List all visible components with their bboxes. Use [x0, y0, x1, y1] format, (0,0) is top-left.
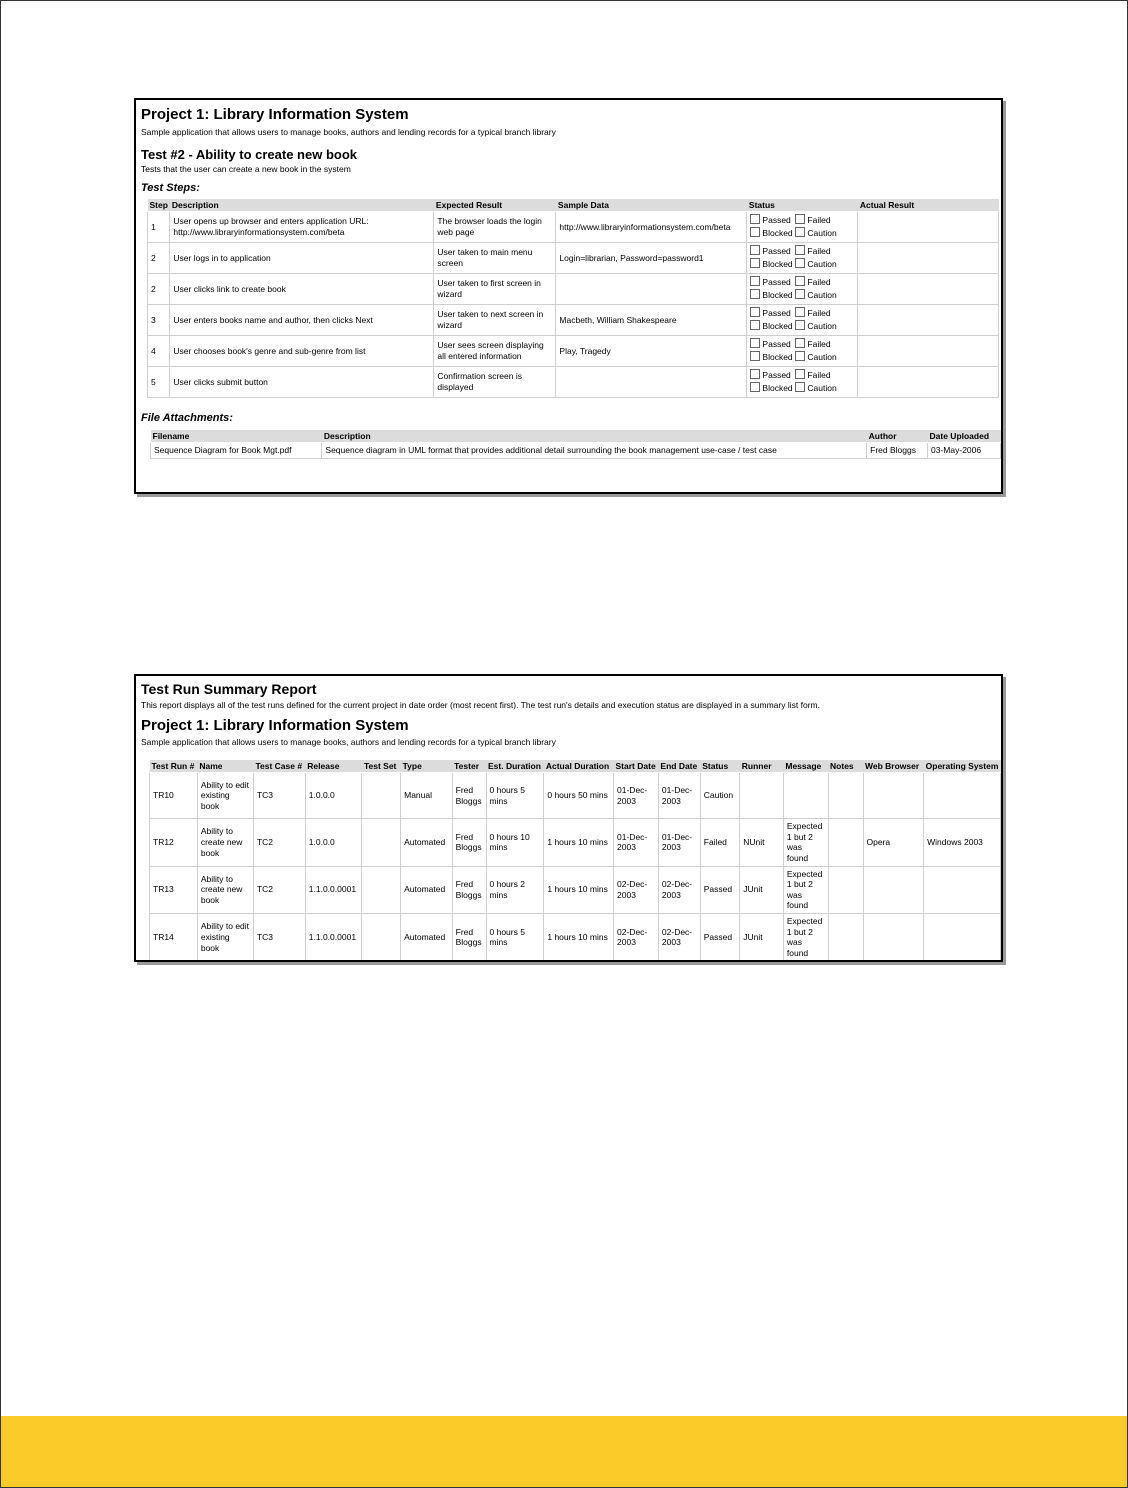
table-row [150, 914, 1001, 962]
run-est-cell: 0 hours 5 mins [486, 773, 544, 819]
status-option[interactable] [795, 351, 840, 364]
run-runner-cell [740, 773, 784, 819]
run-set-cell [362, 914, 401, 962]
sample-data-cell: Macbeth, William Shakespeare [556, 305, 747, 336]
column-header: Runner [740, 760, 784, 773]
actual-result-cell [858, 367, 999, 398]
actual-result-cell [858, 305, 999, 336]
run-type-cell: Manual [401, 773, 453, 819]
status-checkbox-group [747, 336, 858, 367]
table-row [150, 773, 1001, 819]
status-checkbox[interactable] [750, 245, 760, 255]
status-option-label: Blocked [762, 228, 793, 238]
run-end-cell: 01-Dec-2003 [658, 773, 700, 819]
status-checkbox-group [747, 367, 858, 398]
run-tester-cell: Fred Bloggs [452, 773, 486, 819]
expected-result-cell: User sees screen displaying all entered information [434, 336, 556, 367]
status-checkbox[interactable] [795, 351, 805, 361]
column-header: Type [401, 760, 453, 773]
status-option[interactable] [750, 307, 795, 320]
status-option-label: Caution [807, 259, 837, 269]
report-title: Test Run Summary Report [141, 681, 317, 697]
column-header: Est. Duration [486, 760, 544, 773]
status-checkbox[interactable] [750, 320, 760, 330]
run-run-cell: TR10 [150, 773, 198, 819]
status-checkbox[interactable] [795, 369, 805, 379]
test-steps-heading: Test Steps: [141, 182, 200, 194]
run-release-cell: 1.0.0.0 [305, 773, 362, 819]
run-name-cell: Ability to create new book [197, 866, 253, 914]
status-checkbox[interactable] [750, 214, 760, 224]
run-case-cell: TC3 [253, 914, 305, 962]
column-header: Tester [452, 760, 486, 773]
run-message-cell: Expected 1 but 2 was found [783, 866, 828, 914]
sample-data-cell: Play, Tragedy [556, 336, 747, 367]
run-notes-cell [828, 773, 863, 819]
run-end-cell: 01-Dec-2003 [658, 819, 700, 867]
run-est-cell: 0 hours 2 mins [486, 866, 544, 914]
status-checkbox[interactable] [795, 245, 805, 255]
run-start-cell: 01-Dec-2003 [614, 819, 659, 867]
table-row [148, 305, 999, 336]
file-attachments-heading: File Attachments: [141, 412, 233, 424]
status-checkbox[interactable] [750, 338, 760, 348]
expected-result-cell: User taken to main menu screen [434, 243, 556, 274]
status-option-label: Blocked [762, 383, 793, 393]
run-start-cell: 02-Dec-2003 [614, 866, 659, 914]
status-checkbox-group [747, 305, 858, 336]
step-description-cell: User enters books name and author, then clicks Next [170, 305, 434, 336]
run-message-cell: Expected 1 but 2 was found [783, 914, 828, 962]
run-notes-cell [828, 914, 863, 962]
status-checkbox[interactable] [750, 351, 760, 361]
table-row [151, 443, 1001, 459]
step-number-cell: 2 [148, 243, 170, 274]
table-row [148, 212, 999, 243]
run-release-cell: 1.0.0.0 [305, 819, 362, 867]
status-option[interactable] [750, 338, 795, 351]
column-header: Release [305, 760, 362, 773]
run-os-cell [924, 914, 1001, 962]
step-description-cell: User logs in to application [170, 243, 434, 274]
run-case-cell: TC2 [253, 866, 305, 914]
status-option[interactable] [795, 245, 840, 258]
run-name-cell: Ability to create new book [197, 819, 253, 867]
run-start-cell: 01-Dec-2003 [614, 773, 659, 819]
status-checkbox[interactable] [795, 258, 805, 268]
column-header: Actual Duration [544, 760, 614, 773]
table-row [148, 336, 999, 367]
column-header: Operating System [924, 760, 1001, 773]
run-name-cell: Ability to edit existing book [197, 773, 253, 819]
run-release-cell: 1.1.0.0.0001 [305, 914, 362, 962]
run-est-cell: 0 hours 5 mins [486, 914, 544, 962]
step-description-cell: User clicks link to create book [170, 274, 434, 305]
run-run-cell: TR13 [150, 866, 198, 914]
status-checkbox-group [747, 243, 858, 274]
run-est-cell: 0 hours 10 mins [486, 819, 544, 867]
run-start-cell: 02-Dec-2003 [614, 914, 659, 962]
column-header: Description [322, 430, 867, 443]
table-row [148, 367, 999, 398]
table-row [148, 274, 999, 305]
column-header: Step [149, 200, 168, 210]
run-actual-cell: 1 hours 10 mins [544, 914, 614, 962]
status-option[interactable] [795, 338, 840, 351]
column-header: Start Date [614, 760, 659, 773]
status-checkbox[interactable] [795, 276, 805, 286]
status-checkbox[interactable] [795, 382, 805, 392]
table-row [150, 819, 1001, 867]
status-checkbox[interactable] [750, 289, 760, 299]
run-message-cell: Expected 1 but 2 was found [783, 819, 828, 867]
column-header: Notes [828, 760, 863, 773]
status-checkbox[interactable] [750, 382, 760, 392]
status-option-label: Blocked [762, 259, 793, 269]
test-runs-table [149, 760, 1001, 962]
expected-result-cell: Confirmation screen is displayed [434, 367, 556, 398]
status-option-label: Caution [807, 321, 837, 331]
attachment-filename-cell: Sequence Diagram for Book Mgt.pdf [151, 443, 322, 459]
run-release-cell: 1.1.0.0.0001 [305, 866, 362, 914]
column-header: Description [170, 199, 434, 212]
status-option[interactable] [750, 227, 795, 240]
status-option-label: Passed [762, 277, 791, 288]
status-option[interactable] [750, 382, 795, 395]
test-title: Test #2 - Ability to create new book [141, 147, 357, 162]
run-message-cell [783, 773, 828, 819]
status-option-label: Caution [807, 290, 837, 300]
status-option[interactable] [795, 307, 840, 320]
run-os-cell [924, 773, 1001, 819]
column-header: Author [867, 430, 928, 443]
status-option-label: Blocked [762, 290, 793, 300]
run-browser-cell: Opera [863, 819, 924, 867]
column-header: Sample Data [556, 199, 747, 212]
run-tester-cell: Fred Bloggs [452, 866, 486, 914]
run-type-cell: Automated [401, 866, 453, 914]
run-os-cell: Windows 2003 [924, 819, 1001, 867]
status-checkbox[interactable] [795, 214, 805, 224]
step-number-cell: 4 [148, 336, 170, 367]
expected-result-cell: User taken to first screen in wizard [434, 274, 556, 305]
column-header: Message [783, 760, 828, 773]
run-tester-cell: Fred Bloggs [452, 819, 486, 867]
column-header: Date Uploaded [928, 430, 1001, 443]
table-row [148, 243, 999, 274]
actual-result-cell [858, 243, 999, 274]
status-option[interactable] [795, 382, 840, 395]
sample-data-cell [556, 367, 747, 398]
run-notes-cell [828, 819, 863, 867]
status-option-label: Caution [807, 383, 837, 393]
project-description: Sample application that allows users to manage books, authors and lending records for a typical branch library [141, 737, 556, 747]
status-option-label: Passed [762, 215, 791, 226]
run-status-cell: Passed [700, 866, 740, 914]
project-title: Project 1: Library Information System [141, 106, 409, 123]
run-name-cell: Ability to edit existing book [197, 914, 253, 962]
table-row [150, 866, 1001, 914]
run-runner-cell: JUnit [740, 914, 784, 962]
sample-data-cell [556, 274, 747, 305]
status-checkbox[interactable] [750, 258, 760, 268]
step-number-cell: 3 [148, 305, 170, 336]
run-type-cell: Automated [401, 914, 453, 962]
status-option-label: Failed [807, 277, 831, 288]
run-run-cell: TR12 [150, 819, 198, 867]
step-number-cell: 2 [148, 274, 170, 305]
status-option[interactable] [795, 369, 840, 382]
column-header: Test Set [362, 760, 401, 773]
run-notes-cell [828, 866, 863, 914]
test-description: Tests that the user can create a new book in the system [141, 164, 351, 174]
status-option-label: Passed [762, 339, 791, 350]
status-option[interactable] [795, 276, 840, 289]
run-status-cell: Caution [700, 773, 740, 819]
run-case-cell: TC2 [253, 819, 305, 867]
run-set-cell [362, 773, 401, 819]
test-case-screenshot [134, 98, 1003, 494]
status-option[interactable] [750, 351, 795, 364]
status-option[interactable] [795, 258, 840, 271]
sample-data-cell: Login=librarian, Password=password1 [556, 243, 747, 274]
test-run-report-screenshot [134, 674, 1003, 962]
run-set-cell [362, 866, 401, 914]
column-header: End Date [658, 760, 700, 773]
step-description-cell: User opens up browser and enters application URL: http://www.libraryinformationsystem.com/beta [170, 212, 434, 243]
status-option-label: Failed [807, 215, 831, 226]
run-status-cell: Failed [700, 819, 740, 867]
status-option[interactable] [750, 369, 795, 382]
status-option-label: Failed [807, 246, 831, 257]
run-case-cell: TC3 [253, 773, 305, 819]
status-option-label: Failed [807, 339, 831, 350]
run-end-cell: 02-Dec-2003 [658, 914, 700, 962]
run-set-cell [362, 819, 401, 867]
status-option[interactable] [795, 227, 840, 240]
expected-result-cell: User taken to next screen in wizard [434, 305, 556, 336]
status-checkbox-group [747, 274, 858, 305]
status-option[interactable] [795, 289, 840, 302]
status-checkbox-group [747, 212, 858, 243]
status-option-label: Blocked [762, 321, 793, 331]
run-runner-cell: JUnit [740, 866, 784, 914]
run-tester-cell: Fred Bloggs [452, 914, 486, 962]
status-checkbox[interactable] [795, 289, 805, 299]
file-attachments-table [150, 430, 1001, 459]
column-header: Web Browser [863, 760, 924, 773]
run-actual-cell: 1 hours 10 mins [544, 819, 614, 867]
test-steps-table [147, 199, 999, 398]
step-number-cell: 1 [148, 212, 170, 243]
run-end-cell: 02-Dec-2003 [658, 866, 700, 914]
column-header: Name [197, 760, 253, 773]
actual-result-cell [858, 336, 999, 367]
column-header: Status [700, 760, 740, 773]
status-option-label: Passed [762, 308, 791, 319]
step-description-cell: User chooses book's genre and sub-genre from list [170, 336, 434, 367]
run-status-cell: Passed [700, 914, 740, 962]
status-option[interactable] [750, 258, 795, 271]
actual-result-cell [858, 274, 999, 305]
status-option[interactable] [750, 276, 795, 289]
column-header: Test Run # [150, 760, 198, 773]
column-header: Actual Result [858, 199, 999, 212]
status-option-label: Caution [807, 228, 837, 238]
report-description: This report displays all of the test runs defined for the current project in date order (most recent first). The test run's details and execution status are displayed in a summary list form. [141, 700, 820, 710]
run-os-cell [924, 866, 1001, 914]
footer-bar [1, 1416, 1127, 1487]
actual-result-cell [858, 212, 999, 243]
column-header: Expected Result [434, 199, 556, 212]
status-checkbox[interactable] [795, 307, 805, 317]
attachment-description-cell: Sequence diagram in UML format that provides additional detail surrounding the book management use-case / test case [322, 443, 867, 459]
status-option-label: Passed [762, 246, 791, 257]
status-checkbox[interactable] [750, 227, 760, 237]
status-option[interactable] [750, 289, 795, 302]
status-option-label: Blocked [762, 352, 793, 362]
status-option[interactable] [795, 214, 840, 227]
status-option-label: Failed [807, 370, 831, 381]
project-title: Project 1: Library Information System [141, 717, 409, 734]
status-option[interactable] [750, 214, 795, 227]
expected-result-cell: The browser loads the login web page [434, 212, 556, 243]
sample-data-cell: http://www.libraryinformationsystem.com/beta [556, 212, 747, 243]
status-option[interactable] [795, 320, 840, 333]
run-actual-cell: 0 hours 50 mins [544, 773, 614, 819]
project-description: Sample application that allows users to manage books, authors and lending records for a typical branch library [141, 127, 556, 137]
column-header: Test Case # [253, 760, 305, 773]
run-run-cell: TR14 [150, 914, 198, 962]
status-checkbox[interactable] [795, 338, 805, 348]
run-browser-cell [863, 866, 924, 914]
step-number-cell: 5 [148, 367, 170, 398]
status-checkbox[interactable] [750, 369, 760, 379]
status-option-label: Caution [807, 352, 837, 362]
status-option[interactable] [750, 320, 795, 333]
attachment-date-cell: 03-May-2006 [928, 443, 1001, 459]
run-type-cell: Automated [401, 819, 453, 867]
column-header: Filename [151, 430, 322, 443]
step-description-cell: User clicks submit button [170, 367, 434, 398]
run-actual-cell: 1 hours 10 mins [544, 866, 614, 914]
attachment-author-cell: Fred Bloggs [867, 443, 928, 459]
run-browser-cell [863, 914, 924, 962]
status-checkbox[interactable] [750, 307, 760, 317]
status-option-label: Passed [762, 370, 791, 381]
status-option-label: Failed [807, 308, 831, 319]
run-browser-cell [863, 773, 924, 819]
column-header: Status [747, 199, 858, 212]
status-checkbox[interactable] [795, 227, 805, 237]
run-runner-cell: NUnit [740, 819, 784, 867]
status-option[interactable] [750, 245, 795, 258]
status-checkbox[interactable] [750, 276, 760, 286]
status-checkbox[interactable] [795, 320, 805, 330]
